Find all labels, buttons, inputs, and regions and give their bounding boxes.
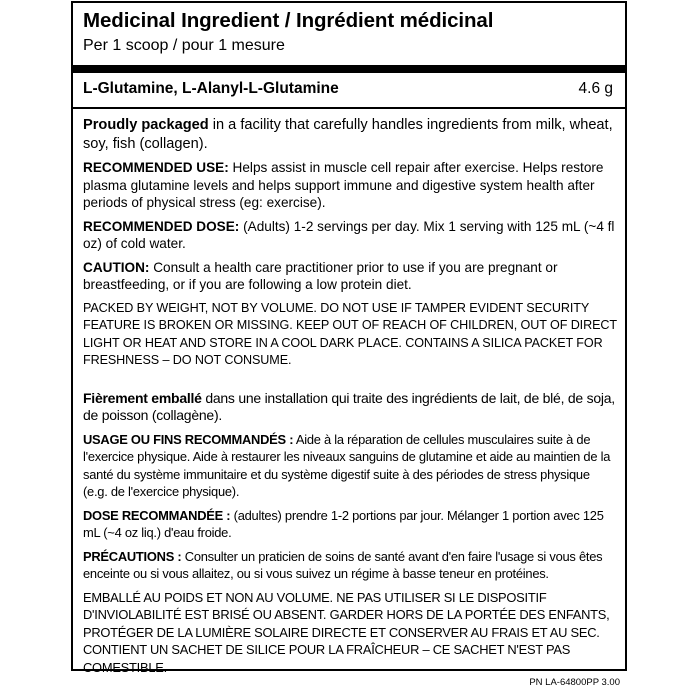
precautions-fr [83,548,617,583]
usage-fr [83,431,617,501]
product-code: PN LA-64800PP 3.00 [529,677,620,688]
ingredient-amount: 4.6 g [578,80,613,97]
recommended-use-text: Helps assist in muscle cell repair after exercise. Helps restore plasma glutamine levels and helps support immune and digestive system health after periods of physical stress (eg: exercise). [83,160,604,210]
packaged-statement-fr [83,390,617,425]
recommended-use-heading: RECOMMENDED USE: [83,160,229,175]
packed-warning-en: PACKED BY WEIGHT, NOT BY VOLUME. DO NOT USE IF TAMPER EVIDENT SECURITY FEATURE IS BROKEN OR MISSING. KEEP OUT OF REACH OF CHILDREN, OUT OF DIRECT LIGHT OR HEAT AND STORE IN A COOL DARK PLACE. CONTAINS A SILICA PACKET FOR FRESHNESS – DO NOT CONSUME. [83,300,617,367]
recommended-dose-text: (Adults) 1-2 servings per day. Mix 1 serving with 125 mL (~4 fl oz) of cold water. [83,218,615,251]
usage-heading-fr: USAGE OU FINS RECOMMANDÉS : [83,431,294,447]
caution-text: Consult a health care practitioner prior to use if you are pregnant or breastfeeding, or if you are following a low protein diet. [83,259,558,292]
panel-title: Medicinal Ingredient / Ingrédient médicinal [83,9,494,32]
usage-text-fr: Aide à la réparation de cellules musculaires suite à de l'exercice physique. Aide à restaurer les niveaux sanguins de glutamine et aide au maintien de la santé du système immunitaire et du système digestif suite à des périodes de stress physique (e.g. de l'exercice physique). [83,431,611,499]
ingredient-name: L-Glutamine, L-Alanyl-L-Glutamine [83,80,339,97]
dose-heading-fr: DOSE RECOMMANDÉE : [83,507,231,523]
thin-divider [73,107,625,109]
packaged-text-en: in a facility that carefully handles ingredients from milk, wheat, soy, fish (collagen). [83,117,613,152]
packaged-heading-en: Proudly packaged [83,117,209,133]
language-gap [83,376,617,390]
packaged-heading-fr: Fièrement emballé [83,389,202,406]
dose-text-fr: (adultes) prendre 1-2 portions par jour. Mélanger 1 portion avec 125 mL (~4 oz liq.) d'eau froide. [83,507,604,540]
thick-divider [73,65,625,73]
precautions-text-fr: Consulter un praticien de soins de santé avant d'en faire l'usage si vous êtes enceinte ou si vous allaitez, ou si vous suivez un régime à basse teneur en protéines. [83,548,603,581]
recommended-dose-heading: RECOMMENDED DOSE: [83,218,240,234]
caution-heading: CAUTION: [83,259,150,275]
emballe-warning-fr: EMBALLÉ AU POIDS ET NON AU VOLUME. NE PAS UTILISER SI LE DISPOSITIF D'INVIOLABILITÉ EST BRISÉ OU ABSENT. GARDER HORS DE LA PORTÉE DES ENFANTS, PROTÉGER DE LA LUMIÈRE SOLAIRE DIRECTE ET CONSERVER AU FRAIS ET AU SEC. CONTIENT UN SACHET DE SILICE POUR LA FRAÎCHEUR – CE SACHET N'EST PAS COMESTIBLE. [83,589,610,675]
label-panel [71,1,627,675]
packaged-text-fr: dans une installation qui traite des ingrédients de lait, de blé, de soja, de poisson (collagène). [83,389,615,423]
recommended-dose-en [83,218,617,253]
precautions-heading-fr: PRÉCAUTIONS : [83,548,182,564]
recommended-use-en [83,159,617,212]
serving-size: Per 1 scoop / pour 1 mesure [83,37,285,54]
caution-en [83,259,617,294]
label-body [83,116,617,682]
dose-fr [83,507,617,542]
packaged-statement-en [83,116,617,153]
